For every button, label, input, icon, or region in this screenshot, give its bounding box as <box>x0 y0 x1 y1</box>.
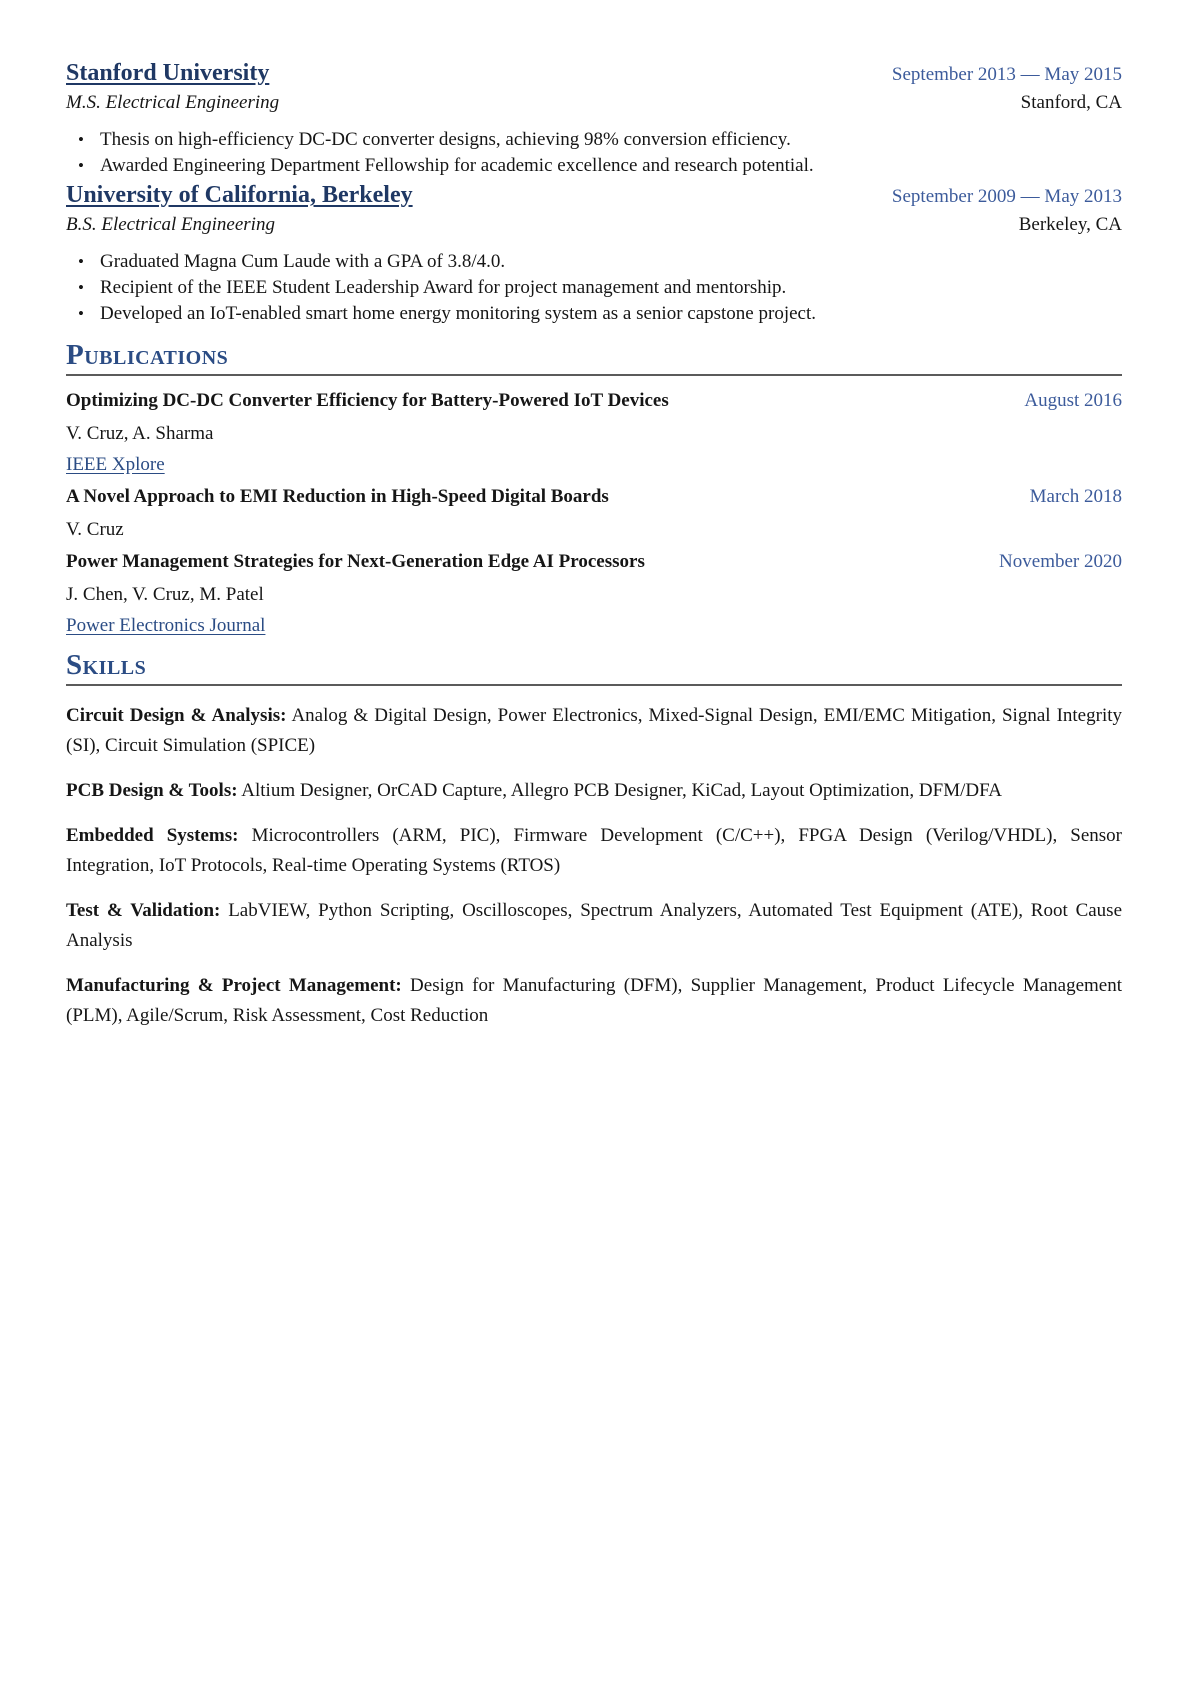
publication-entry <box>66 389 1122 476</box>
institution-link-berkeley[interactable]: University of California, Berkeley <box>66 182 413 208</box>
publication-title: Optimizing DC-DC Converter Efficiency for Battery-Powered IoT Devices <box>66 390 669 411</box>
list-item <box>78 275 1122 301</box>
bullet-marker: • <box>78 252 84 271</box>
education-location: Stanford, CA <box>1020 92 1122 113</box>
skill-category-label: Manufacturing & Project Management: <box>66 975 402 996</box>
publication-title: A Novel Approach to EMI Reduction in High-Speed Digital Boards <box>66 486 609 507</box>
skill-category-circuit-design <box>66 701 1122 761</box>
list-item <box>78 127 1122 153</box>
publication-link-ieee-xplore[interactable]: IEEE Xplore <box>66 454 165 475</box>
education-location: Berkeley, CA <box>1018 214 1122 235</box>
list-item <box>78 301 1122 327</box>
bullet-text: Graduated Magna Cum Laude with a GPA of 3.8/4.0. <box>100 251 506 272</box>
education-dates: September 2009 — May 2013 <box>891 186 1122 207</box>
publication-entry <box>66 550 1122 637</box>
list-item <box>78 249 1122 275</box>
bullet-marker: • <box>78 304 84 323</box>
section-heading-publications: Publications <box>66 339 229 371</box>
publication-authors: V. Cruz <box>66 519 124 540</box>
institution-link-stanford[interactable]: Stanford University <box>66 60 270 86</box>
publication-authors: J. Chen, V. Cruz, M. Patel <box>66 584 264 605</box>
skill-category-items: Microcontrollers (ARM, PIC), Firmware Development (C/C++), FPGA Design (Verilog/VHDL), Sensor Integration, IoT Protocols, Real-time Operating Systems (RTOS) <box>66 825 1123 876</box>
publication-date: November 2020 <box>999 551 1122 572</box>
degree-title: M.S. Electrical Engineering <box>66 92 280 113</box>
bullet-marker: • <box>78 156 84 175</box>
publication-date: August 2016 <box>1024 390 1122 411</box>
skill-category-label: Circuit Design & Analysis: <box>66 705 287 726</box>
list-item <box>78 153 1122 179</box>
publication-title: Power Management Strategies for Next-Generation Edge AI Processors <box>66 551 645 572</box>
section-rule <box>66 684 1122 686</box>
education-dates: September 2013 — May 2015 <box>891 64 1122 85</box>
publication-entry <box>66 485 1122 541</box>
skill-category-label: PCB Design & Tools: <box>66 780 238 801</box>
section-heading-skills: Skills <box>66 649 147 681</box>
education-entry-berkeley <box>66 182 1122 327</box>
publication-authors: V. Cruz, A. Sharma <box>66 423 214 444</box>
bullet-text: Awarded Engineering Department Fellowship for academic excellence and research potential. <box>100 155 814 176</box>
publication-date: March 2018 <box>1029 486 1122 507</box>
bullet-marker: • <box>78 278 84 297</box>
skill-category-manufacturing <box>66 971 1122 1031</box>
skill-category-items: Analog & Digital Design, Power Electronics, Mixed-Signal Design, EMI/EMC Mitigation, Signal Integrity (SI), Circuit Simulation (SPICE) <box>66 705 1122 756</box>
skills-section <box>66 649 1122 1031</box>
section-rule <box>66 374 1122 376</box>
education-bullet-list <box>66 127 1122 179</box>
publications-section <box>66 339 1122 637</box>
bullet-text: Developed an IoT-enabled smart home energy monitoring system as a senior capstone project. <box>100 303 816 324</box>
skill-category-label: Test & Validation: <box>66 900 221 921</box>
skill-category-items: Design for Manufacturing (DFM), Supplier Management, Product Lifecycle Management (PLM), Agile/Scrum, Risk Assessment, Cost Reduction <box>66 975 1122 1026</box>
bullet-marker: • <box>78 130 84 149</box>
skill-category-test-validation <box>66 896 1122 956</box>
skill-category-pcb-design <box>66 776 1122 806</box>
skill-category-embedded-systems <box>66 821 1122 881</box>
bullet-text: Recipient of the IEEE Student Leadership Award for project management and mentorship. <box>100 277 787 298</box>
skill-category-items: Altium Designer, OrCAD Capture, Allegro PCB Designer, KiCad, Layout Optimization, DFM/DFA <box>241 780 1002 801</box>
publication-link-power-electronics-journal[interactable]: Power Electronics Journal <box>66 615 266 636</box>
bullet-text: Thesis on high-efficiency DC-DC converter designs, achieving 98% conversion efficiency. <box>100 129 791 150</box>
skill-category-label: Embedded Systems: <box>66 825 239 846</box>
skill-category-items: LabVIEW, Python Scripting, Oscilloscopes, Spectrum Analyzers, Automated Test Equipment (ATE), Root Cause Analysis <box>66 900 1123 951</box>
education-bullet-list <box>66 249 1122 327</box>
degree-title: B.S. Electrical Engineering <box>66 214 275 235</box>
education-entry-stanford <box>66 60 1122 179</box>
